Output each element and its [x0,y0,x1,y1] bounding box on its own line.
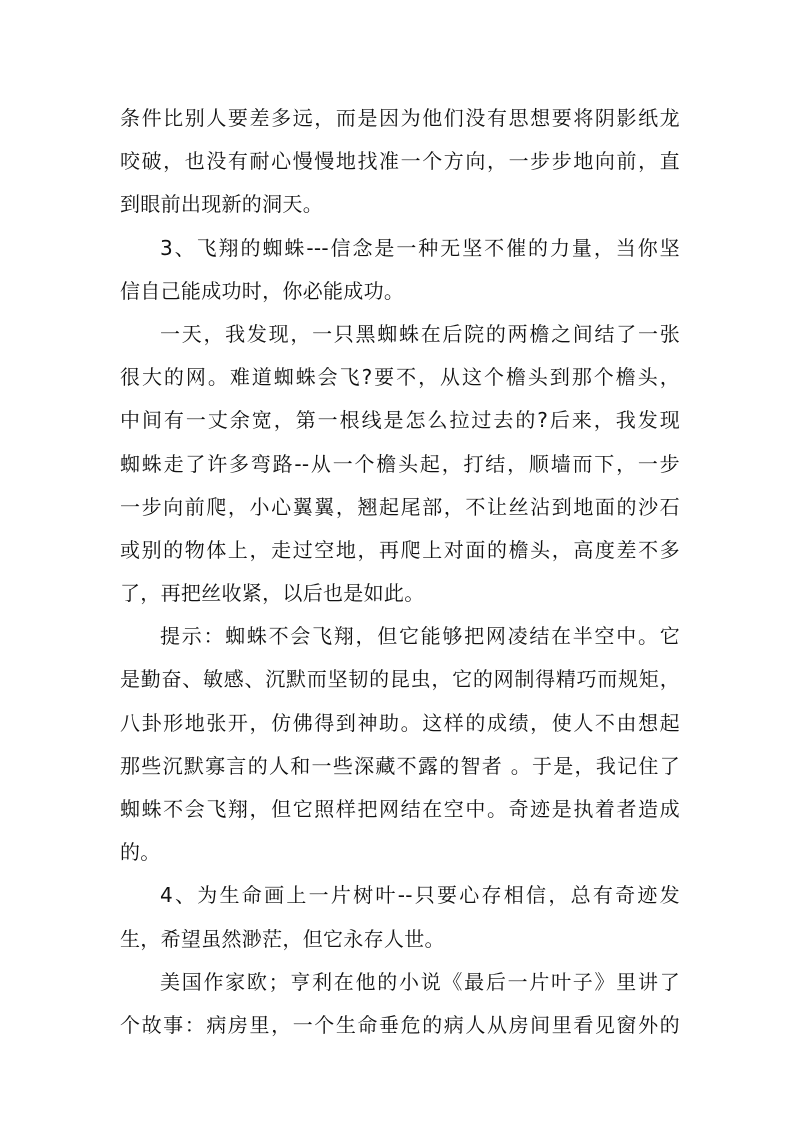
text-line: 到眼前出现新的洞天。 [120,192,323,217]
text-line: 3、飞翔的蜘蛛---信念是一种无坚不催的力量，当你坚 [160,235,680,260]
text-line: 咬破，也没有耐心慢慢地找准一个方向，一步步地向前，直 [120,149,680,174]
text-line: 一天，我发现，一只黑蜘蛛在后院的两檐之间结了一张 [160,321,680,346]
text-line: 是勤奋、敏感、沉默而坚韧的昆虫，它的网制得精巧而规矩， [120,667,680,692]
text-line: 生，希望虽然渺茫，但它永存人世。 [120,926,445,951]
paragraph [120,961,680,1047]
text-line: 一步向前爬，小心翼翼，翘起尾部，不让丝沾到地面的沙石 [120,494,680,519]
text-line: 条件比别人要差多远，而是因为他们没有思想要将阴影纸龙 [120,106,680,130]
paragraph [120,313,680,615]
paragraph [120,874,680,960]
text-line: 或别的物体上，走过空地，再爬上对面的檐头，高度差不多 [120,537,680,562]
paragraph [120,97,680,227]
text-line: 八卦形地张开，仿佛得到神助。这样的成绩，使人不由想起 [120,710,680,735]
text-line: 个故事：病房里，一个生命垂危的病人从房间里看见窗外的 [120,1012,680,1037]
text-line: 那些沉默寡言的人和一些深藏不露的智者 。于是，我记住了 [120,753,680,778]
text-line: 蜘蛛不会飞翔，但它照样把网结在空中。奇迹是执着者造成 [120,797,680,821]
paragraph [120,615,680,874]
text-line: 提示：蜘蛛不会飞翔，但它能够把网凌结在半空中。它 [160,624,680,649]
text-line: 了，再把丝收紧，以后也是如此。 [120,581,425,606]
text-line: 蜘蛛走了许多弯路--从一个檐头起，打结，顺墙而下，一步 [120,451,680,476]
text-line: 信自己能成功时，你必能成功。 [120,278,405,303]
text-line: 的。 [120,840,161,865]
text-line: 很大的网。难道蜘蛛会飞?要不，从这个檐头到那个檐头， [120,365,680,390]
text-line: 中间有一丈余宽，第一根线是怎么拉过去的?后来，我发现 [120,408,680,433]
document-body [120,97,680,1047]
paragraph [120,227,680,313]
text-line: 美国作家欧；亨利在他的小说《最后一片叶子》里讲了 [160,969,680,994]
text-line: 4、为生命画上一片树叶--只要心存相信，总有奇迹发 [160,883,680,908]
